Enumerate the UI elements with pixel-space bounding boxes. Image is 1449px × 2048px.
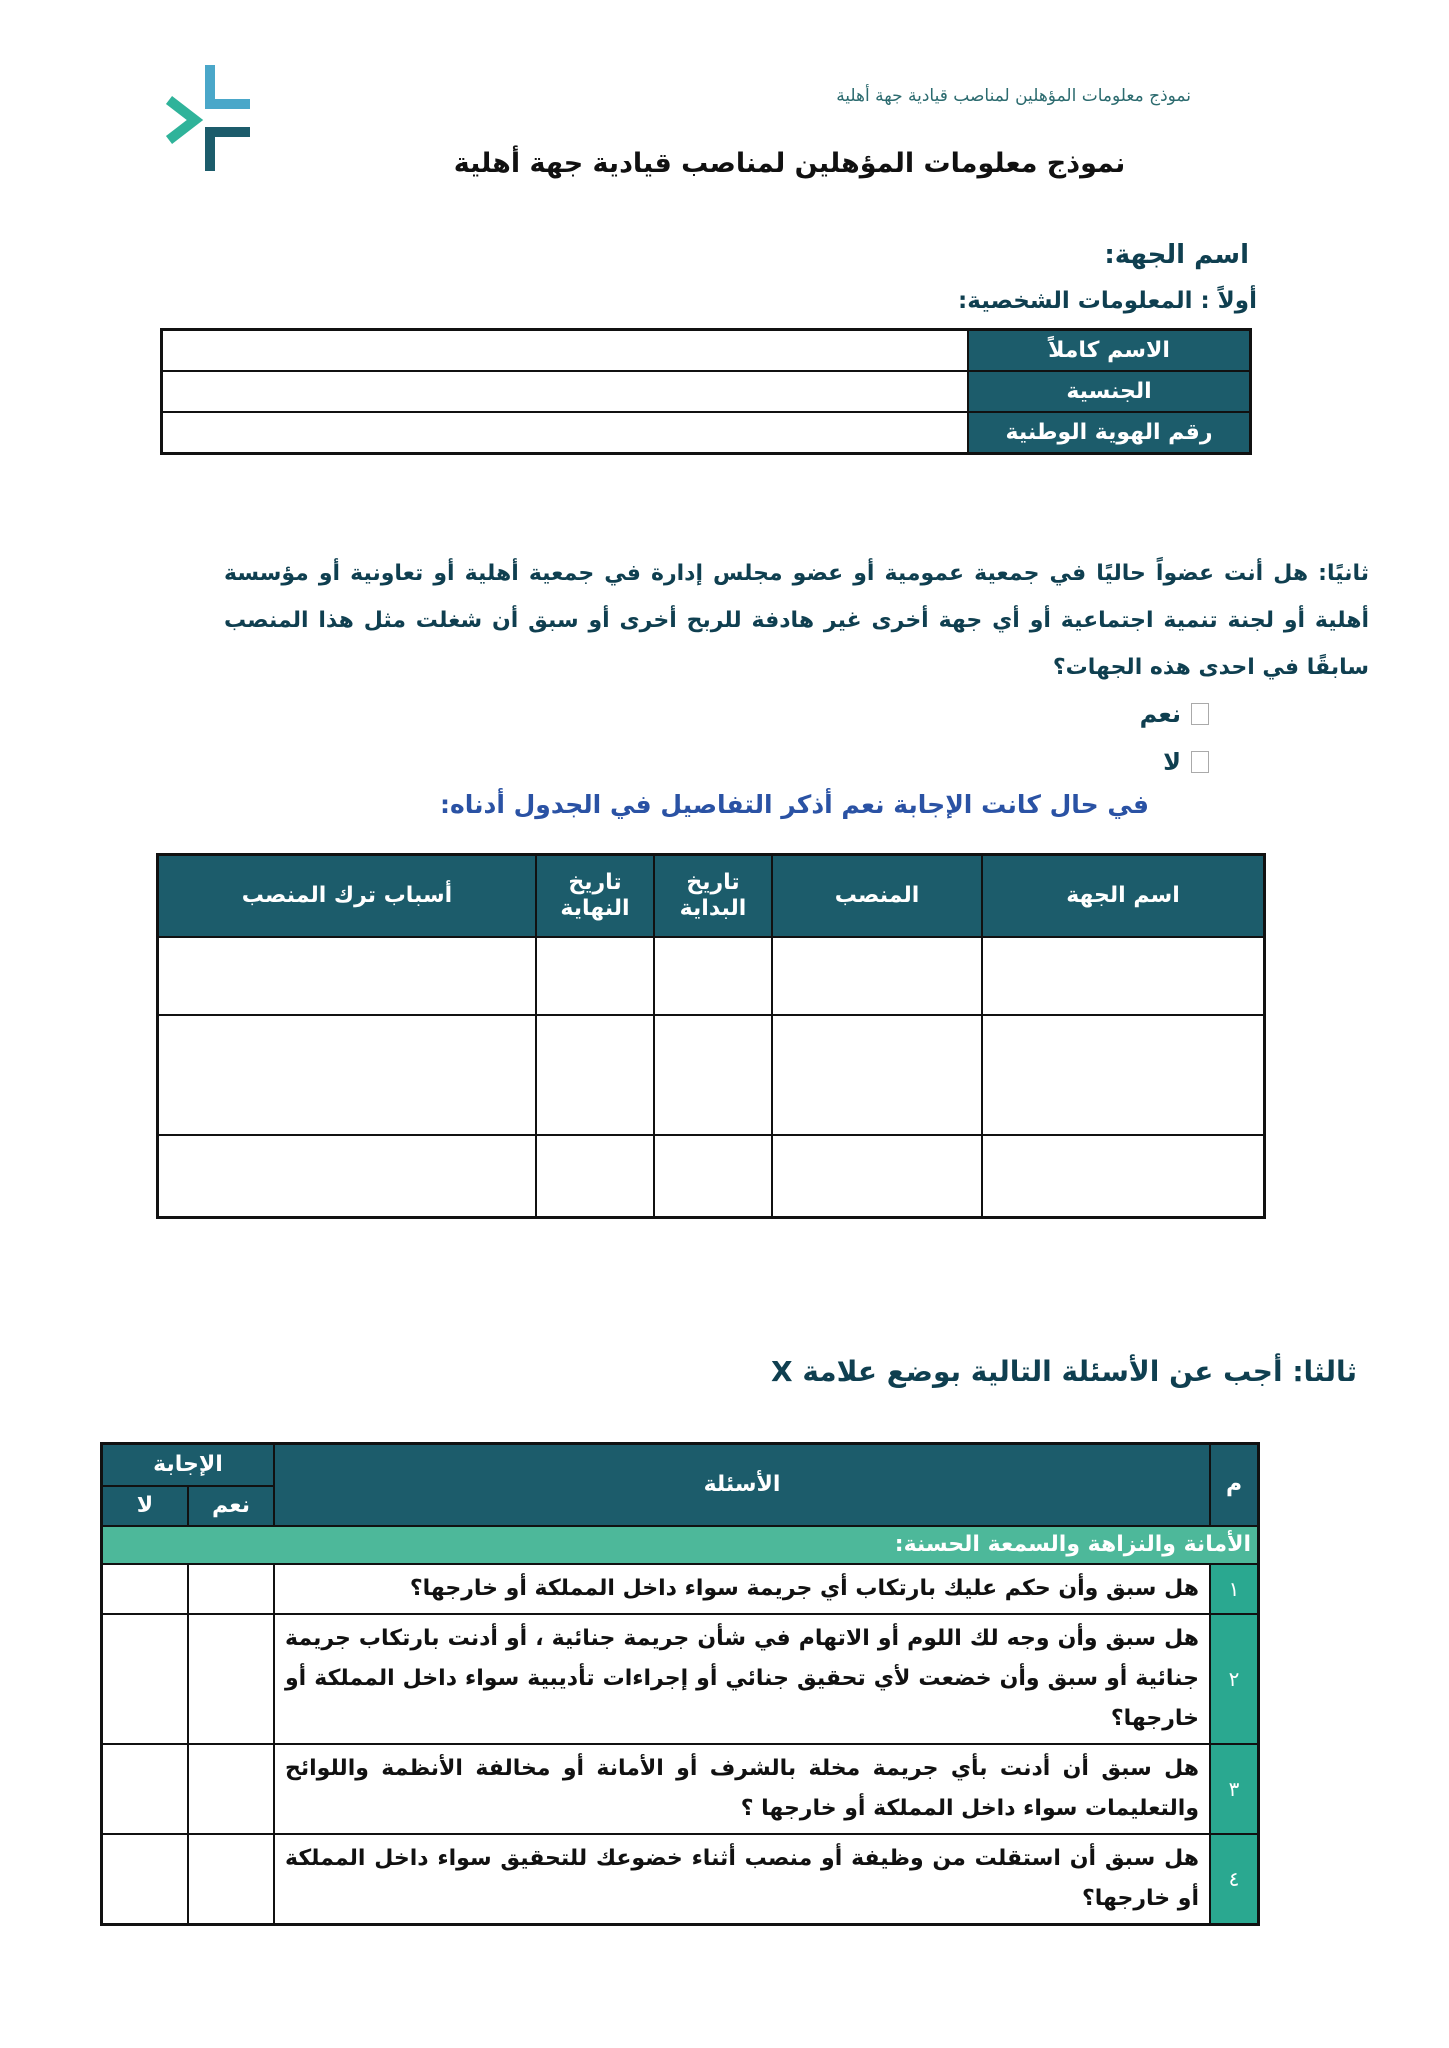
col-questions: الأسئلة — [274, 1444, 1210, 1526]
table-row — [162, 412, 1251, 454]
section-personal-info-title: أولاً : المعلومات الشخصية: — [958, 288, 1257, 314]
col-no: لا — [102, 1486, 189, 1526]
answer-yes-cell[interactable] — [188, 1564, 274, 1614]
table-cell[interactable] — [654, 937, 772, 1015]
table-cell[interactable] — [654, 1135, 772, 1217]
table-row — [158, 937, 1265, 1015]
col-end-date: تاريخ النهاية — [536, 855, 654, 938]
table-row — [158, 1135, 1265, 1217]
table-cell[interactable] — [772, 1015, 982, 1135]
col-position: المنصب — [772, 855, 982, 938]
answer-yes-cell[interactable] — [188, 1834, 274, 1925]
answer-no-cell[interactable] — [102, 1834, 189, 1925]
table-header-row — [158, 855, 1265, 938]
answer-no-cell[interactable] — [102, 1614, 189, 1744]
table-cell[interactable] — [536, 1135, 654, 1217]
entity-name-label: اسم الجهة: — [1104, 240, 1249, 270]
category-row — [102, 1526, 1259, 1564]
table-cell[interactable] — [772, 937, 982, 1015]
question-number: ٤ — [1210, 1834, 1259, 1925]
header-small-title: نموذج معلومات المؤهلين لمناصب قيادية جهة أهلية — [836, 86, 1191, 106]
table-cell[interactable] — [158, 1015, 537, 1135]
positions-table — [156, 853, 1266, 1219]
national-id-field[interactable] — [162, 412, 969, 454]
table-row — [158, 1015, 1265, 1135]
option-yes[interactable] — [1140, 700, 1209, 728]
question-text: هل سبق أن استقلت من وظيفة أو منصب أثناء خضوعك للتحقيق سواء داخل المملكة أو خارجها؟ — [274, 1834, 1210, 1925]
details-instruction-note: في حال كانت الإجابة نعم أذكر التفاصيل في الجدول أدناه: — [439, 790, 1150, 819]
question-text: هل سبق وأن وجه لك اللوم أو الاتهام في شأن جريمة جنائية ، أو أدنت بارتكاب جريمة جنائية أو سبق وأن خضعت لأي تحقيق جنائي أو إجراءات تأديبية سواء داخل المملكة أو خارجها؟ — [274, 1614, 1210, 1744]
table-cell[interactable] — [772, 1135, 982, 1217]
answer-yes-cell[interactable] — [188, 1614, 274, 1744]
table-cell[interactable] — [536, 937, 654, 1015]
question-number: ٢ — [1210, 1614, 1259, 1744]
table-row — [102, 1834, 1259, 1925]
option-yes-label: نعم — [1139, 700, 1181, 728]
table-header-row — [102, 1444, 1259, 1486]
table-row — [102, 1744, 1259, 1834]
question-text: هل سبق وأن حكم عليك بارتكاب أي جريمة سواء داخل المملكة أو خارجها؟ — [274, 1564, 1210, 1614]
checkbox-no[interactable] — [1191, 751, 1209, 773]
section-membership-label: ثانيًا: — [1318, 561, 1369, 586]
full-name-field[interactable] — [162, 330, 969, 372]
option-no[interactable] — [1163, 748, 1209, 776]
nationality-field[interactable] — [162, 371, 969, 412]
category-integrity: الأمانة والنزاهة والسمعة الحسنة: — [102, 1526, 1259, 1564]
col-entity-name: اسم الجهة — [982, 855, 1265, 938]
option-no-label: لا — [1163, 748, 1181, 776]
question-number: ١ — [1210, 1564, 1259, 1614]
table-cell[interactable] — [982, 1015, 1265, 1135]
table-cell[interactable] — [158, 1135, 537, 1217]
table-row — [102, 1564, 1259, 1614]
section-questions-title: ثالثا: أجب عن الأسئلة التالية بوضع علامة X — [770, 1355, 1357, 1388]
table-cell[interactable] — [982, 937, 1265, 1015]
question-text: هل سبق أن أدنت بأي جريمة مخلة بالشرف أو الأمانة أو مخالفة الأنظمة واللوائح والتعليمات سواء داخل المملكة أو خارجها ؟ — [274, 1744, 1210, 1834]
col-number: م — [1210, 1444, 1259, 1526]
table-cell[interactable] — [158, 937, 537, 1015]
table-cell[interactable] — [654, 1015, 772, 1135]
col-start-date: تاريخ البداية — [654, 855, 772, 938]
question-number: ٣ — [1210, 1744, 1259, 1834]
membership-question-text: هل أنت عضواً حاليًا في جمعية عمومية أو عضو مجلس إدارة في جمعية أهلية أو تعاونية أو مؤسسة أهلية أو لجنة تنمية اجتماعية أو أي جهة أخرى غير هادفة للربح أخرى أو سبق أن شغلت مثل هذا المنصب سابقًا في احدى هذه الجهات؟ — [224, 561, 1369, 680]
col-leave-reasons: أسباب ترك المنصب — [158, 855, 537, 938]
national-id-label: رقم الهوية الوطنية — [968, 412, 1251, 454]
answer-yes-cell[interactable] — [188, 1744, 274, 1834]
col-yes: نعم — [188, 1486, 274, 1526]
personal-info-table — [160, 328, 1252, 455]
questions-table — [100, 1442, 1260, 1926]
table-row — [102, 1614, 1259, 1744]
answer-no-cell[interactable] — [102, 1744, 189, 1834]
table-row — [162, 330, 1251, 372]
nationality-label: الجنسية — [968, 371, 1251, 412]
table-row — [162, 371, 1251, 412]
document-title: نموذج معلومات المؤهلين لمناصب قيادية جهة أهلية — [453, 148, 1126, 179]
table-cell[interactable] — [982, 1135, 1265, 1217]
answer-no-cell[interactable] — [102, 1564, 189, 1614]
checkbox-yes[interactable] — [1191, 703, 1209, 725]
section-membership-question — [224, 550, 1369, 691]
table-cell[interactable] — [536, 1015, 654, 1135]
col-answer: الإجابة — [102, 1444, 275, 1486]
full-name-label: الاسم كاملاً — [968, 330, 1251, 372]
